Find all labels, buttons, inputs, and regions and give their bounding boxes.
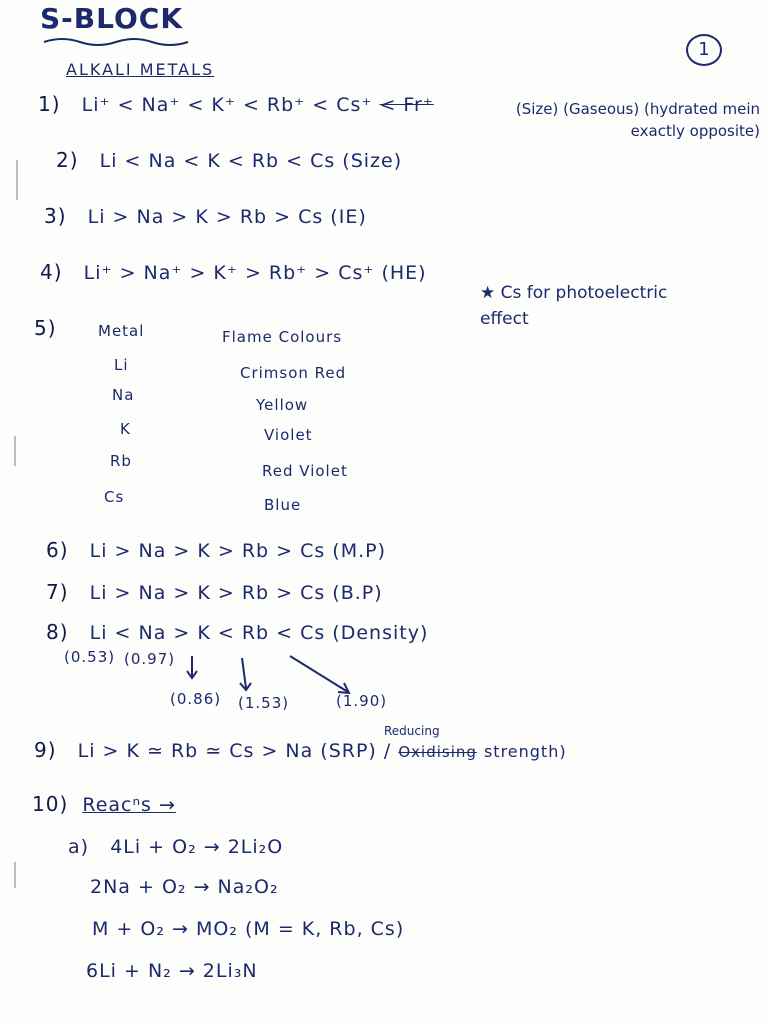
- item-10: 10) Reacⁿs →: [32, 792, 176, 816]
- colour-cs: Blue: [264, 496, 302, 514]
- density-rb: (1.53): [238, 694, 290, 712]
- density-cs: (1.90): [336, 692, 388, 710]
- item-5-num: 5): [34, 316, 57, 340]
- margin-mark: [16, 160, 18, 200]
- density-k: (0.86): [170, 690, 222, 708]
- section-heading: ALKALI METALS: [66, 60, 215, 79]
- struck-word: Oxidising: [398, 743, 477, 761]
- col-colour-header: Flame Colours: [222, 328, 343, 346]
- equation-2: 2Na + O₂ → Na₂O₂: [90, 876, 279, 898]
- equation-1: 4Li + O₂ → 2Li₂O: [110, 836, 284, 858]
- metal-na: Na: [112, 386, 135, 404]
- colour-na: Yellow: [256, 396, 309, 414]
- margin-mark: [14, 436, 16, 466]
- item-3: 3) Li > Na > K > Rb > Cs (IE): [44, 204, 367, 228]
- item-2: 2) Li < Na < K < Rb < Cs (Size): [56, 148, 403, 172]
- metal-cs: Cs: [104, 488, 125, 506]
- page-number-circle: [686, 34, 722, 66]
- item-1-note: (Size) (Gaseous) (hydrated mein exactly opposite): [515, 100, 760, 140]
- item-1-text: Li⁺ < Na⁺ < K⁺ < Rb⁺ < Cs⁺: [81, 94, 373, 116]
- metal-k: K: [120, 420, 131, 438]
- title-underline: [42, 34, 192, 48]
- item-1-struck: < Fr⁺: [379, 94, 434, 116]
- equation-4: 6Li + N₂ → 2Li₃N: [86, 960, 258, 982]
- margin-mark: [14, 862, 16, 888]
- equation-3: M + O₂ → MO₂ (M = K, Rb, Cs): [92, 918, 405, 940]
- colour-rb: Red Violet: [262, 462, 348, 480]
- item-6: 6) Li > Na > K > Rb > Cs (M.P): [46, 538, 387, 562]
- item-8: 8) Li < Na > K < Rb < Cs (Density): [46, 620, 429, 644]
- colour-li: Crimson Red: [240, 364, 347, 382]
- inserted-word: Reducing: [384, 724, 440, 738]
- metal-rb: Rb: [110, 452, 132, 470]
- item-9: 9) Li > K ≃ Rb ≃ Cs > Na (SRP) / Oxidising strength): [34, 738, 567, 762]
- item-7: 7) Li > Na > K > Rb > Cs (B.P): [46, 580, 383, 604]
- colour-k: Violet: [264, 426, 313, 444]
- col-metal-header: Metal: [98, 322, 145, 340]
- density-na: (0.97): [124, 650, 176, 668]
- item-1: 1) Li⁺ < Na⁺ < K⁺ < Rb⁺ < Cs⁺ < Fr⁺: [38, 92, 434, 116]
- item-4: 4) Li⁺ > Na⁺ > K⁺ > Rb⁺ > Cs⁺ (HE): [40, 260, 427, 284]
- reaction-a: a) 4Li + O₂ → 2Li₂O: [68, 836, 284, 858]
- page-title: S-BLOCK: [40, 2, 184, 35]
- page-number: 1: [698, 39, 710, 60]
- density-li: (0.53): [64, 648, 116, 666]
- side-note: ★ Cs for photoelectric effect: [480, 283, 668, 329]
- metal-li: Li: [114, 356, 129, 374]
